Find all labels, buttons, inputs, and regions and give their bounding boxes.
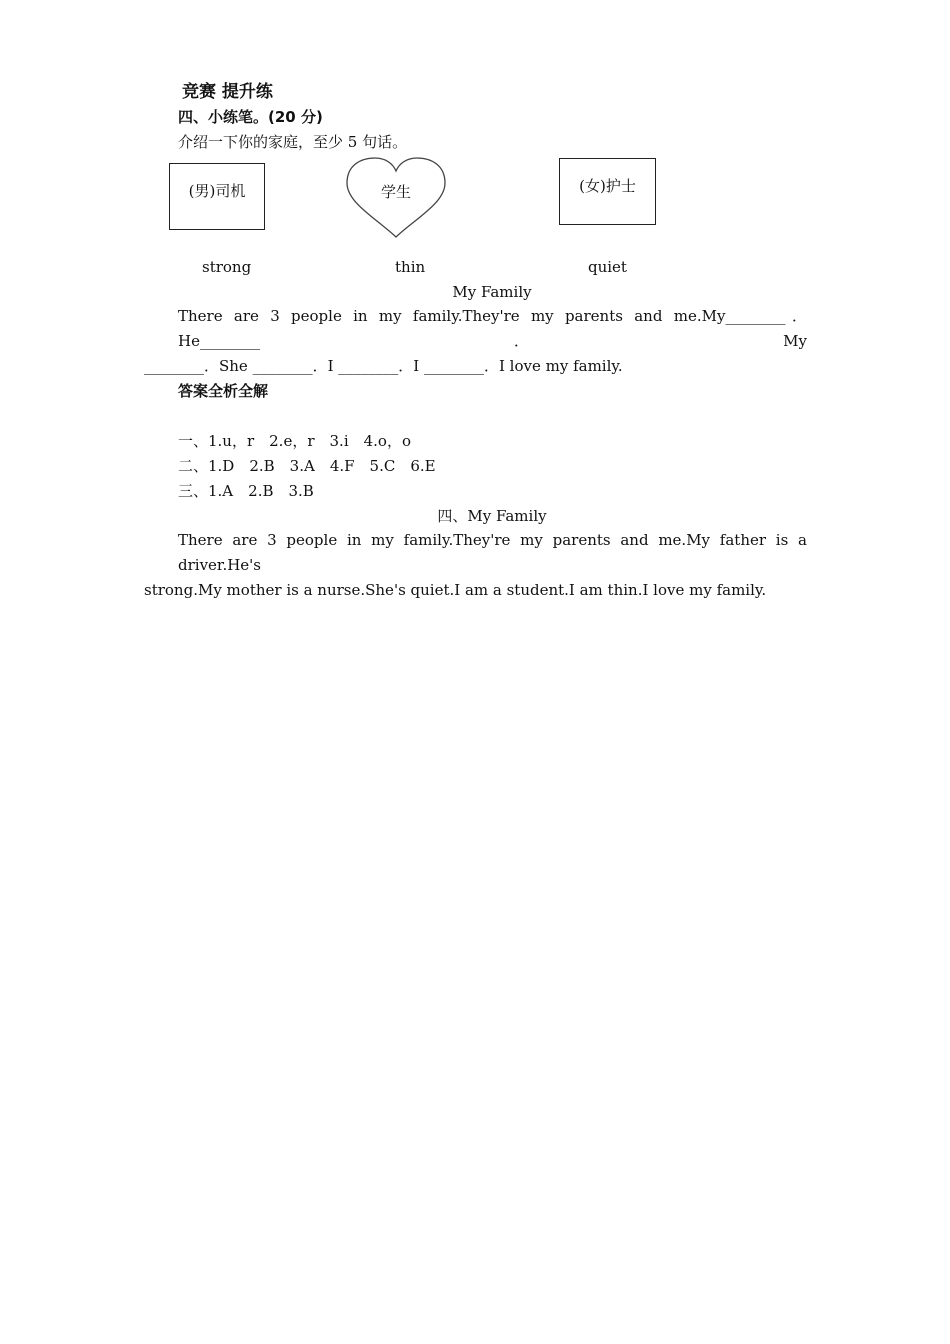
adjective-strong: strong [202,258,252,276]
student-label: 学生 [380,183,411,201]
essay-template-line-2: ________．She ________．I ________．I ________．I love my family. [144,357,623,375]
question-instruction: 介绍一下你的家庭，至少 5 句话。 [178,133,408,151]
section-title: 竞赛 提升练 [182,82,273,102]
adjective-thin: thin [395,258,426,276]
nurse-picture-box [559,158,656,225]
answer-row-3: 三、1.A 2.B 3.B [178,482,314,500]
essay-template-line-1: There are 3 people in my family.They're my parents and me.My________．He________．My [178,307,807,350]
essay-title: My Family [452,283,532,301]
answer-row-2: 二、1.D 2.B 3.A 4.F 5.C 6.E [178,457,436,475]
driver-picture-box [169,163,265,230]
question-heading: 四、小练笔。(20 分) [178,108,323,126]
answer-essay-line-1: There are 3 people in my family.They're my parents and me.My father is a driver.He's [178,531,807,574]
driver-label: (男)司机 [188,182,246,200]
answer-essay-line-2: strong.My mother is a nurse.She's quiet.I am a student.I am thin.I love my family. [144,581,767,599]
answer-row-1: 一、1.u，r 2.e，r 3.i 4.o，o [178,432,411,450]
student-heart-picture [343,155,449,241]
adjective-quiet: quiet [588,258,627,276]
essay-template [144,304,807,379]
answers-heading: 答案全析全解 [178,382,269,400]
nurse-label: (女)护士 [579,177,636,195]
answer-essay-title: 四、My Family [437,507,547,525]
answer-essay [144,528,807,603]
